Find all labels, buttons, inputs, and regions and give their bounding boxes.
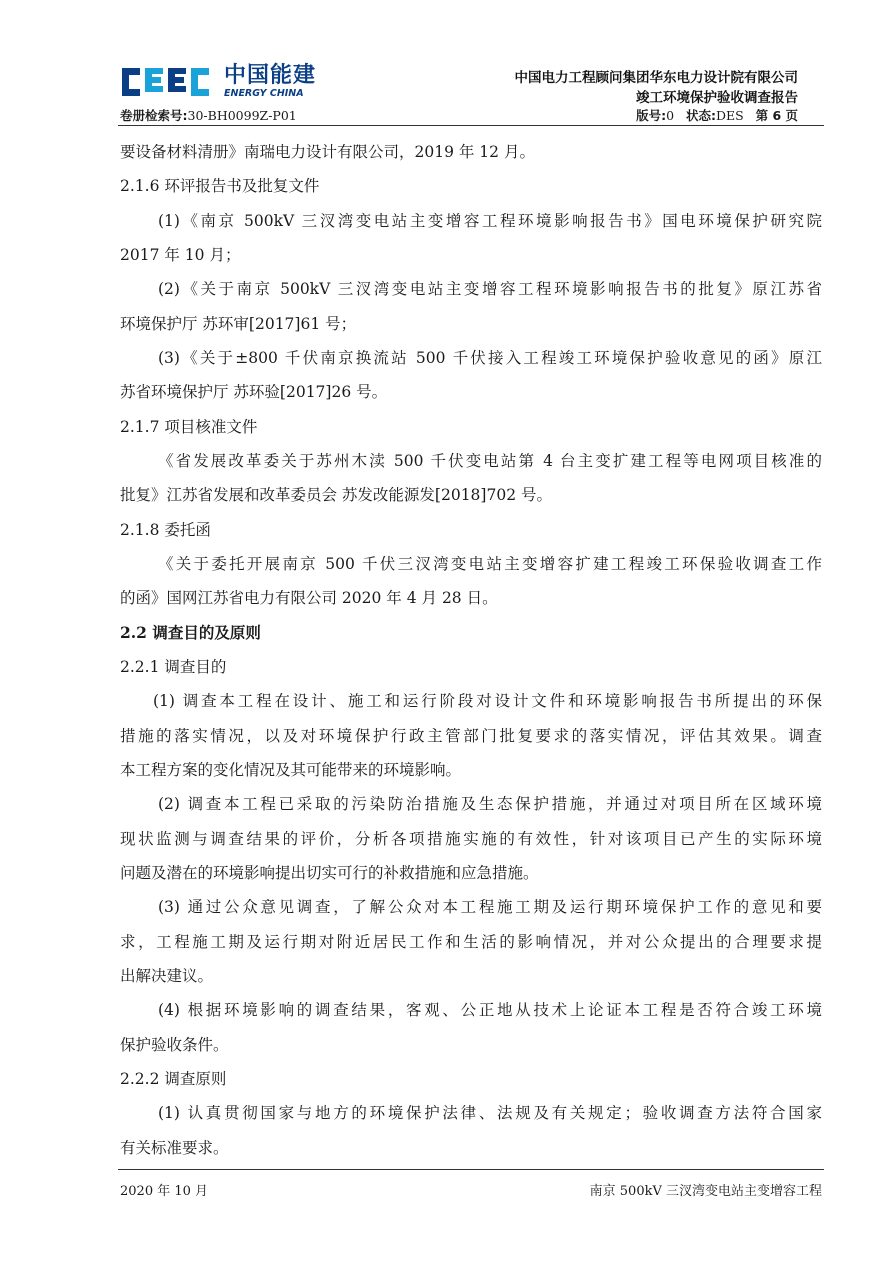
section-heading-2-1-6: 2.1.6 环评报告书及批复文件 [120, 177, 320, 195]
body-line: (2)《关于南京 500kV 三汊湾变电站主变增容工程环境影响报告书的批复》原江苏省 [158, 280, 822, 298]
body-line: 出解决建议。 [120, 967, 214, 985]
header-company: 中国电力工程顾问集团华东电力设计院有限公司 [514, 70, 798, 86]
body-line: 的函》国网江苏省电力有限公司 2020 年 4 月 28 日。 [120, 589, 498, 607]
ceec-logo-mark-icon [120, 64, 220, 100]
body-line: (1) 调查本工程在设计、施工和运行阶段对设计文件和环境影响报告书所提出的环保 [153, 692, 822, 710]
body-line: 《关于委托开展南京 500 千伏三汊湾变电站主变增容扩建工程竣工环保验收调查工作 [158, 555, 822, 573]
logo-chinese-text: 中国能建 [224, 63, 317, 88]
page-number: 第 6 页 [755, 108, 798, 123]
document-meta [636, 106, 798, 124]
body-line: (2) 调查本工程已采取的污染防治措施及生态保护措施，并通过对项目所在区域环境 [158, 795, 822, 813]
body-line: 批复》江苏省发展和改革委员会 苏发改能源发[2018]702 号。 [120, 486, 552, 504]
body-line: 保护验收条件。 [120, 1036, 229, 1054]
archive-number [120, 106, 297, 124]
header-report-title: 竣工环境保护验收调查报告 [636, 90, 798, 106]
section-heading-2-2-1: 2.2.1 调查目的 [120, 658, 227, 676]
body-line: (4) 根据环境影响的调查结果，客观、公正地从技术上论证本工程是否符合竣工环境 [158, 1001, 822, 1019]
body-line: 2017 年 10 月； [120, 246, 241, 264]
footer-date: 2020 年 10 月 [120, 1184, 209, 1199]
body-line: 现状监测与调查结果的评价，分析各项措施实施的有效性，针对该项目已产生的实际环境 [120, 830, 822, 848]
logo-english-text: ENERGY CHINA [224, 88, 304, 99]
archive-value: 30-BH0099Z-P01 [187, 108, 297, 123]
version-label: 版号: [636, 108, 667, 123]
section-heading-2-1-8: 2.1.8 委托函 [120, 521, 211, 539]
body-line: 苏省环境保护厅 苏环验[2017]26 号。 [120, 383, 388, 401]
body-line: 《省发展改革委关于苏州木渎 500 千伏变电站第 4 台主变扩建工程等电网项目核准的 [158, 452, 822, 470]
body-line: 本工程方案的变化情况及其可能带来的环境影响。 [120, 761, 462, 779]
footer-divider [118, 1169, 824, 1170]
archive-label: 卷册检索号: [120, 108, 188, 123]
body-line: (1)《南京 500kV 三汊湾变电站主变增容工程环境影响报告书》国电环境保护研究院 [158, 212, 822, 230]
body-line: 措施的落实情况，以及对环境保护行政主管部门批复要求的落实情况，评估其效果。调查 [120, 727, 822, 745]
body-line: (3) 通过公众意见调查，了解公众对本工程施工期及运行期环境保护工作的意见和要 [158, 898, 822, 916]
ceec-logo [120, 64, 320, 104]
section-heading-2-2-2: 2.2.2 调查原则 [120, 1070, 227, 1088]
body-line: (1) 认真贯彻国家与地方的环境保护法律、法规及有关规定；验收调查方法符合国家 [158, 1104, 822, 1122]
status-value: DES [715, 108, 744, 123]
body-line: 有关标准要求。 [120, 1139, 229, 1157]
status-label: 状态: [685, 108, 716, 123]
body-line: 要设备材料清册》南瑞电力设计有限公司，2019 年 12 月。 [120, 143, 535, 161]
footer-project: 南京 500kV 三汊湾变电站主变增容工程 [589, 1184, 822, 1199]
version-value: 0 [666, 108, 675, 123]
header-divider [118, 125, 824, 126]
body-line: 问题及潜在的环境影响提出切实可行的补救措施和应急措施。 [120, 864, 539, 882]
body-line: 求，工程施工期及运行期对附近居民工作和生活的影响情况，并对公众提出的合理要求提 [120, 933, 822, 951]
body-line: (3)《关于±800 千伏南京换流站 500 千伏接入工程竣工环境保护验收意见的函》原江 [158, 349, 822, 367]
body-line: 环境保护厅 苏环审[2017]61 号； [120, 315, 357, 333]
section-heading-2-2: 2.2 调查目的及原则 [120, 623, 261, 642]
section-heading-2-1-7: 2.1.7 项目核准文件 [120, 418, 258, 436]
